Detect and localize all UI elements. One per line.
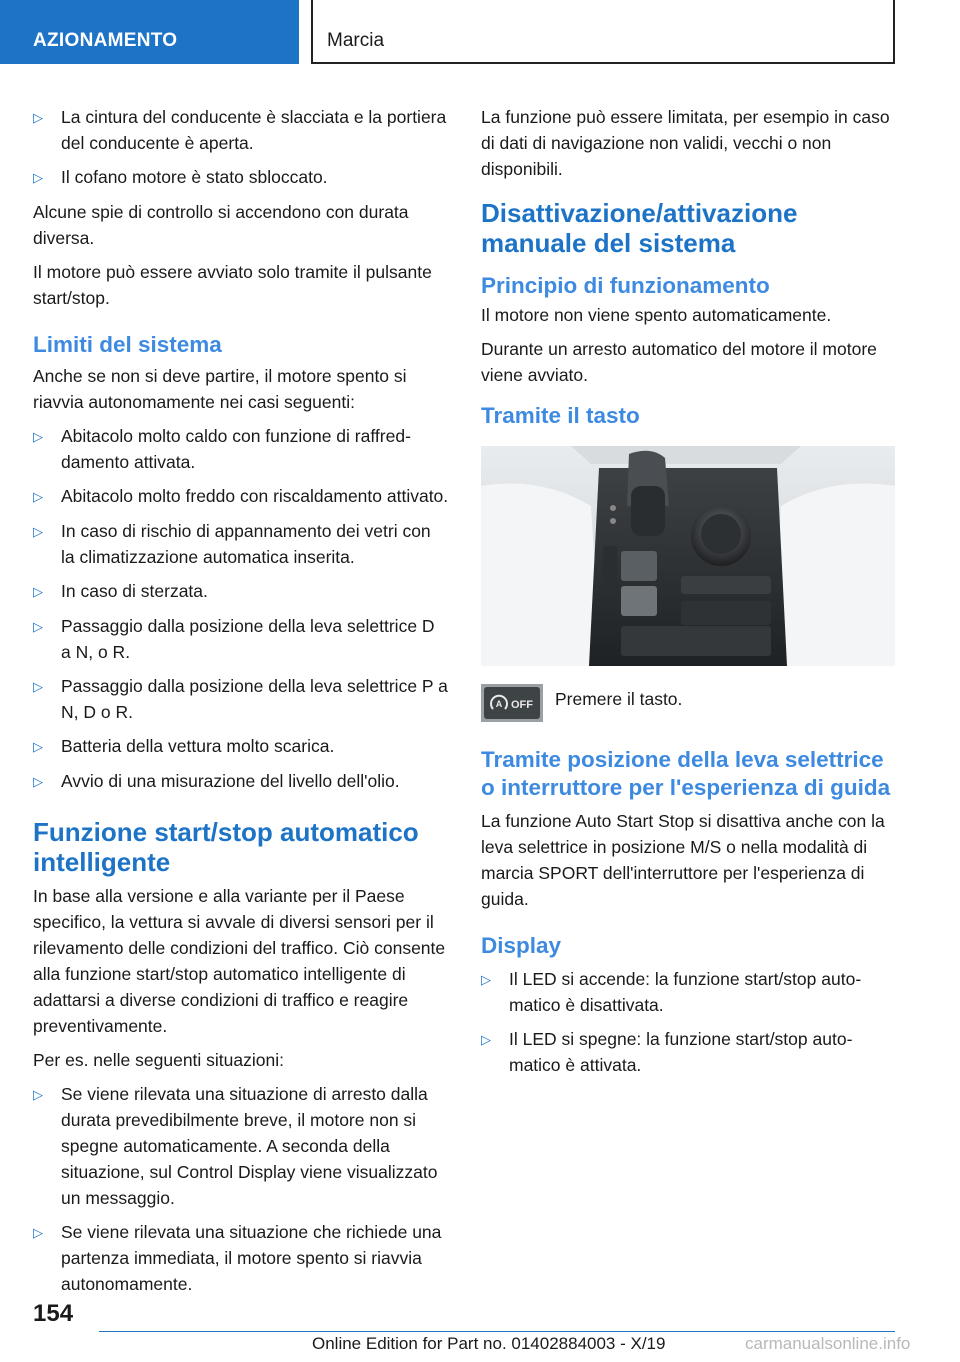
bullet-text: Avvio di una misurazione del livello dell'olio. <box>61 771 400 791</box>
watermark-brand: carmanualsonline.info <box>745 1334 911 1353</box>
bullet-text: La cintura del conducente è slacciata e la portiera del conducente è aperta. <box>61 107 447 153</box>
bullet-triangle-icon: ▷ <box>33 619 43 634</box>
bullet-text: Batteria della vettura molto scarica. <box>61 736 335 756</box>
section-header <box>311 0 895 64</box>
bullet-triangle-icon: ▷ <box>33 170 43 185</box>
bullet-text: Se viene rilevata una situazione di arresto dalla durata prevedibilmente breve, il motore non si spegne automaticamente. A seconda della situazione, sul Control Display viene visualizzato un messaggio. <box>61 1084 438 1208</box>
list-item <box>33 518 449 570</box>
svg-text:OFF: OFF <box>511 699 533 711</box>
bullet-triangle-icon: ▷ <box>33 489 43 504</box>
bullet-triangle-icon: ▷ <box>33 1087 43 1102</box>
list-item <box>481 966 895 1018</box>
list-item <box>33 578 449 605</box>
page-number: 154 <box>33 1300 74 1327</box>
chapter-tab <box>0 0 299 64</box>
bullet-triangle-icon: ▷ <box>33 584 43 599</box>
bullet-triangle-icon: ▷ <box>481 1032 491 1047</box>
list-item <box>33 733 449 760</box>
paragraph: La funzione Auto Start Stop si disattiva anche con la leva selettrice in posizione M/S o nella modalità di marcia SPORT dell'interruttore per l'esperienza di guida. <box>481 811 885 909</box>
heading-tasto: Tramite il tasto <box>481 403 640 428</box>
bullet-text: Abitacolo molto freddo con riscaldamento attivato. <box>61 486 449 506</box>
bullet-triangle-icon: ▷ <box>33 1225 43 1240</box>
paragraph: In base alla versione e alla variante per il Paese specifico, la vettura si avvale di diversi sensori per il rilevamento delle condizioni del traffico. Ciò consente alla funzione start/stop automatico intelligente di adattarsi a diverse condizioni di traffico e reagire preventivamente. <box>33 886 446 1036</box>
bullet-text: Passaggio dalla posizione della leva selettrice D a N, o R. <box>61 616 435 662</box>
bullet-text: In caso di sterzata. <box>61 581 208 601</box>
center-console-illustration <box>481 446 895 666</box>
heading-funzione: Funzione start/stop automatico intelligente <box>33 817 419 877</box>
bullet-triangle-icon: ▷ <box>33 524 43 539</box>
bullet-triangle-icon: ▷ <box>33 739 43 754</box>
heading-leva: Tramite posizione della leva selettrice o interruttore per l'esperienza di guida <box>481 747 891 800</box>
bullet-triangle-icon: ▷ <box>33 774 43 789</box>
paragraph: Durante un arresto automatico del motore il motore viene avviato. <box>481 339 877 385</box>
list-item <box>33 768 449 795</box>
bullet-text: Passaggio dalla posizione della leva selettrice P a N, D o R. <box>61 676 448 722</box>
heading-display: Display <box>481 933 562 958</box>
svg-text:A: A <box>495 699 503 709</box>
list-item <box>33 423 449 475</box>
left-column <box>33 104 449 1305</box>
paragraph: La funzione può essere limitata, per esempio in caso di dati di navigazione non validi, vecchi o non disponibili. <box>481 107 890 179</box>
heading-principio: Principio di funzionamento <box>481 273 770 298</box>
bullet-triangle-icon: ▷ <box>33 110 43 125</box>
paragraph: Anche se non si deve partire, il motore spento si riavvia autonomamente nei casi seguenti: <box>33 366 407 412</box>
paragraph: Alcune spie di controllo si accendono con durata diversa. <box>33 202 409 248</box>
auto-start-stop-off-icon <box>481 684 543 722</box>
paragraph: Il motore non viene spento automaticamente. <box>481 305 832 325</box>
list-item <box>33 483 449 510</box>
bullet-text: In caso di rischio di appannamento dei vetri con la climatizzazione automatica inserita. <box>61 521 431 567</box>
footer-divider <box>99 1331 895 1332</box>
chapter-title: AZIONAMENTO <box>33 30 178 51</box>
bullet-text: Se viene rilevata una situazione che richiede una partenza immediata, il motore spento si riavvia autonomamente. <box>61 1222 442 1294</box>
bullet-text: Il LED si accende: la funzione start/stop automatico è disattivata. <box>509 969 862 1015</box>
edition-text: Online Edition for Part no. 01402884003 - X/19 <box>312 1334 666 1353</box>
button-instruction <box>481 684 895 722</box>
bullet-triangle-icon: ▷ <box>481 972 491 987</box>
heading-limiti: Limiti del sistema <box>33 332 222 357</box>
paragraph: Il motore può essere avviato solo tramite il pulsante start/stop. <box>33 262 432 308</box>
right-column <box>481 104 895 1086</box>
list-item <box>481 1026 895 1078</box>
bullet-text: Abitacolo molto caldo con funzione di raffreddamento attivata. <box>61 426 411 472</box>
bullet-triangle-icon: ▷ <box>33 429 43 444</box>
bullet-triangle-icon: ▷ <box>33 679 43 694</box>
list-item <box>33 1219 449 1297</box>
list-item <box>33 1081 449 1211</box>
list-item <box>33 104 449 156</box>
button-caption: Premere il tasto. <box>555 689 683 709</box>
bullet-text: Il LED si spegne: la funzione start/stop automatico è attivata. <box>509 1029 853 1075</box>
list-item <box>33 673 449 725</box>
section-title: Marcia <box>327 30 385 51</box>
bullet-text: Il cofano motore è stato sbloccato. <box>61 167 328 187</box>
center-console-photo <box>481 446 895 666</box>
list-item <box>33 164 449 191</box>
list-item <box>33 613 449 665</box>
paragraph: Per es. nelle seguenti situazioni: <box>33 1050 284 1070</box>
heading-disattivazione: Disattivazione/attivazione manuale del sistema <box>481 198 798 258</box>
